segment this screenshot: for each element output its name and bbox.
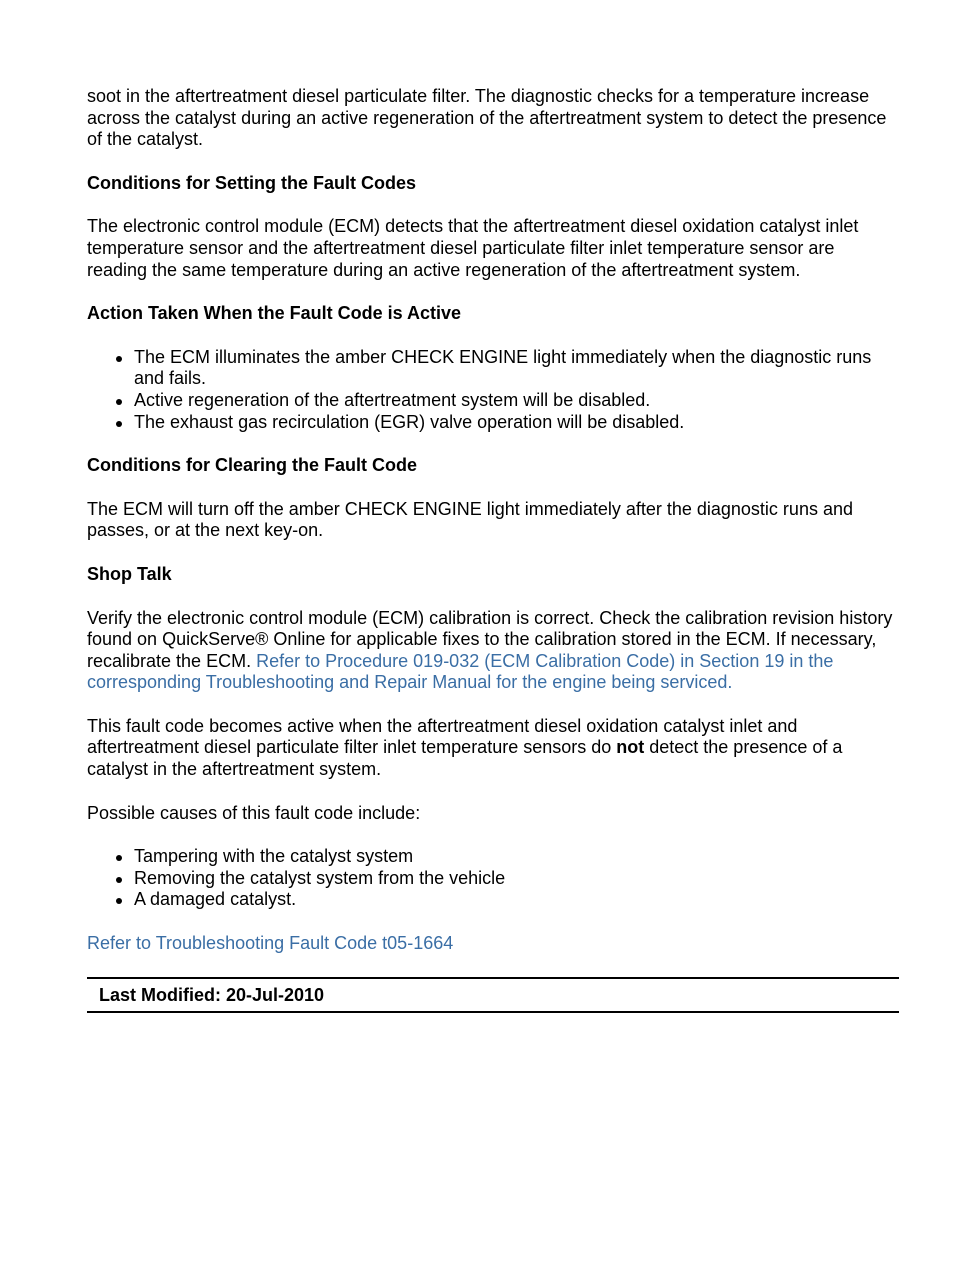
last-modified-footer — [87, 977, 899, 1014]
document-page — [87, 86, 899, 1013]
fault-active-emphasis: not — [616, 737, 645, 758]
possible-causes-list — [87, 846, 899, 911]
list-item: Removing the catalyst system from the vehicle — [134, 868, 899, 890]
list-item: A damaged catalyst. — [134, 889, 899, 911]
conditions-setting-heading: Conditions for Setting the Fault Codes — [87, 172, 416, 193]
shop-talk-heading: Shop Talk — [87, 563, 172, 584]
list-item: The exhaust gas recirculation (EGR) valve operation will be disabled. — [134, 412, 899, 434]
intro-paragraph: soot in the aftertreatment diesel particulate filter. The diagnostic checks for a temperature increase across the catalyst during an active regeneration of the aftertreatment system to detect the presence of the catalyst. — [87, 86, 887, 150]
conditions-clearing-paragraph: The ECM will turn off the amber CHECK ENGINE light immediately after the diagnostic runs and passes, or at the next key-on. — [87, 498, 853, 541]
possible-causes-intro: Possible causes of this fault code include: — [87, 802, 421, 823]
fault-active-text-before: This fault code becomes active when the aftertreatment diesel oxidation catalyst inlet and aftertreatment diesel particulate filter inlet temperature sensors do — [87, 715, 798, 758]
shop-talk-text: Verify the electronic control module (ECM) calibration is correct. Check the calibration revision history found on QuickServe® Online for applicable fixes to the calibration stored in the ECM. If necessary, recalibrate the ECM. — [87, 607, 893, 671]
shop-talk-paragraph — [87, 608, 899, 694]
list-item: Tampering with the catalyst system — [134, 846, 899, 868]
fault-code-t05-1664-link[interactable]: Refer to Troubleshooting Fault Code t05-1664 — [87, 933, 454, 954]
list-item: Active regeneration of the aftertreatment system will be disabled. — [134, 390, 899, 412]
last-modified-label: Last Modified: 20-Jul-2010 — [99, 984, 325, 1005]
conditions-clearing-heading: Conditions for Clearing the Fault Code — [87, 455, 417, 476]
action-taken-list — [87, 347, 899, 433]
list-item: The ECM illuminates the amber CHECK ENGINE light immediately when the diagnostic runs and fails. — [134, 347, 899, 390]
fault-active-text-after: detect the presence of a catalyst in the aftertreatment system. — [87, 737, 843, 780]
conditions-setting-paragraph: The electronic control module (ECM) detects that the aftertreatment diesel oxidation catalyst inlet temperature sensor and the aftertreatment diesel particulate filter inlet temperature sensor are reading the same temperature during an active regeneration of the aftertreatment system. — [87, 216, 859, 280]
refer-link-paragraph — [87, 933, 899, 955]
fault-active-paragraph — [87, 716, 899, 781]
action-taken-heading: Action Taken When the Fault Code is Active — [87, 303, 462, 324]
procedure-019-032-link[interactable]: Refer to Procedure 019-032 (ECM Calibration Code) in Section 19 in the corresponding Troubleshooting and Repair Manual for the engine being serviced. — [87, 650, 834, 693]
